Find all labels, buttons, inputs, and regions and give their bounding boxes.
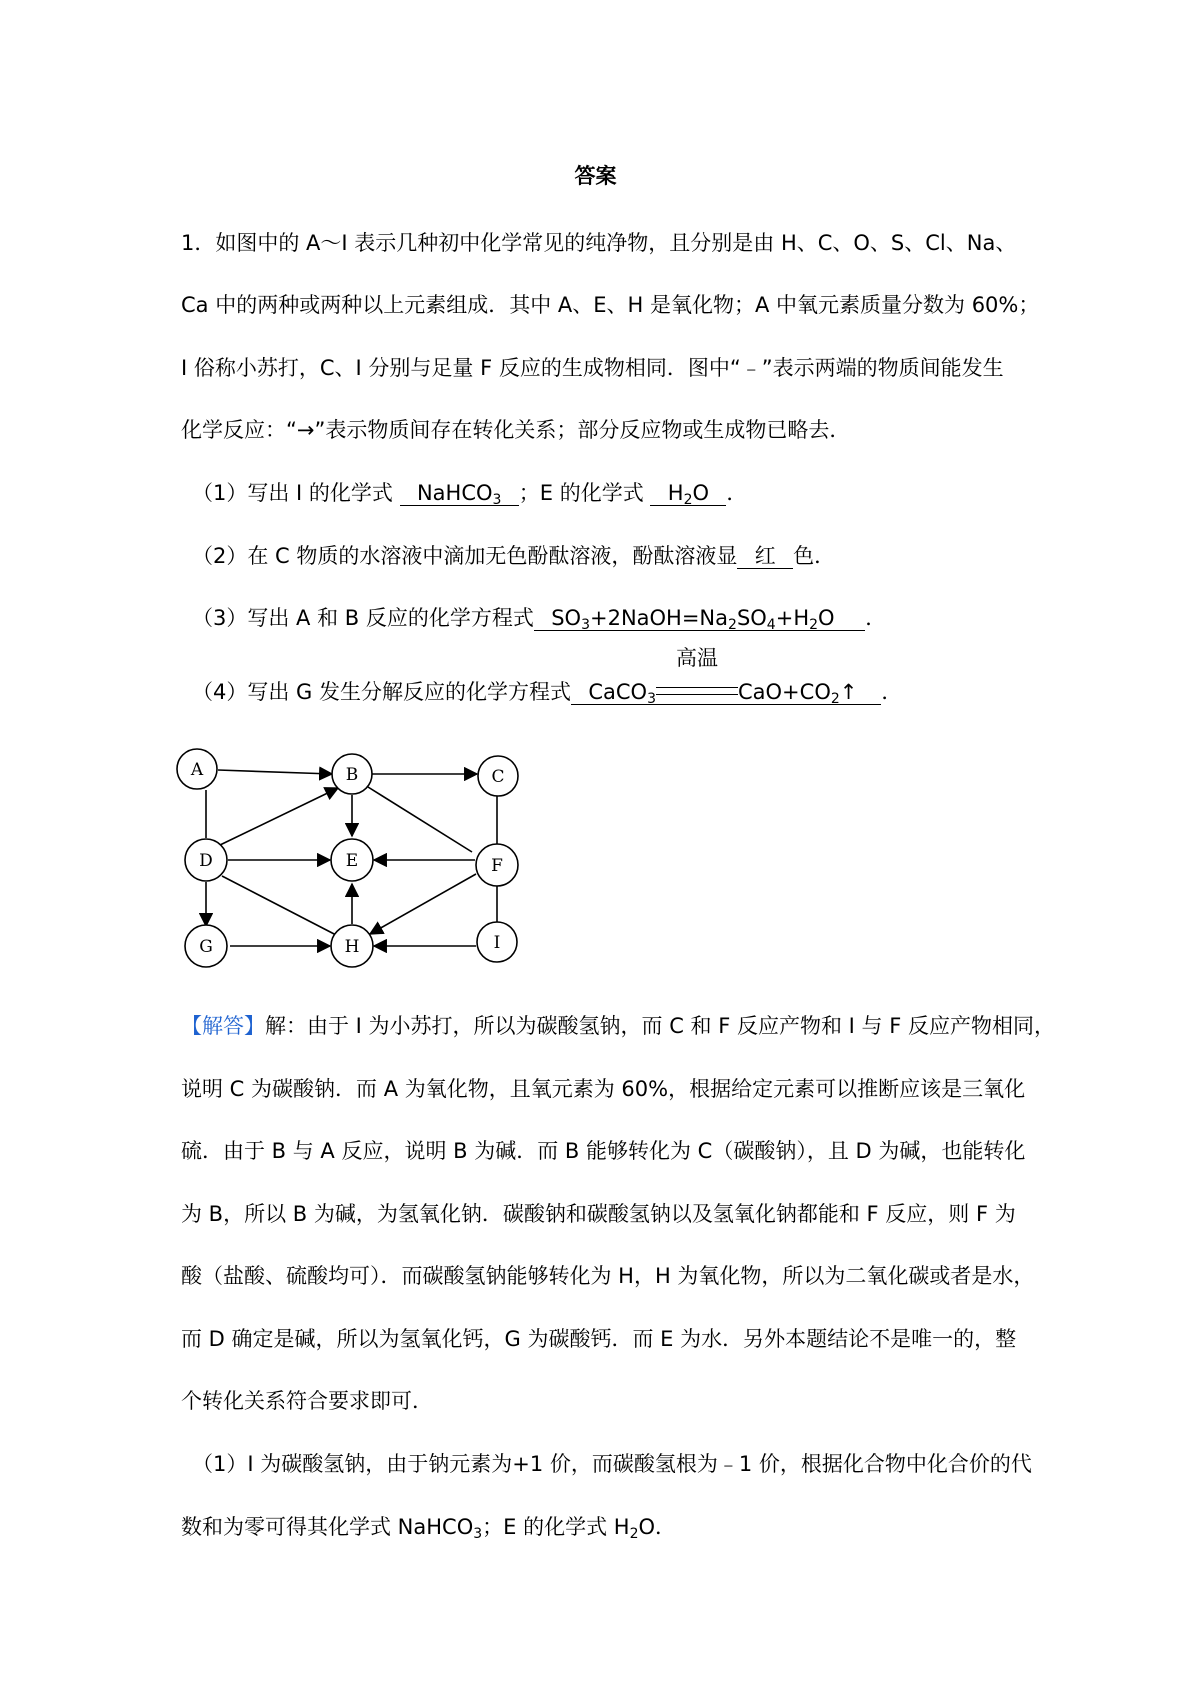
solution-label: 【解答】 xyxy=(181,1014,265,1038)
solution-part-1-line-2: 数和为零可得其化学式 NaHCO$_3$；E 的化学式 $H_2O$． xyxy=(181,1515,677,1542)
edge-b-f xyxy=(368,787,472,852)
solution-line-3: 硫．由于 B 与 A 反应，说明 B 为碱．而 B 能够转化为 C（碳酸钠），且 D 为碱，也能转化 xyxy=(181,1139,1026,1163)
answer-blank-equation-4: CaCO$_3$ 高温 $CaO+CO_2↑$ xyxy=(571,680,881,705)
question-2: （2）在 C 物质的水溶液中滴加无色酚酞溶液，酚酞溶液显 红 色． xyxy=(192,544,836,568)
solution-line-5: 酸（盐酸、硫酸均可）．而碳酸氢钠能够转化为 H，H 为氧化物，所以为二氧化碳或者是水， xyxy=(181,1264,1035,1288)
solution-line-7: 个转化关系符合要求即可． xyxy=(181,1389,433,1413)
edge-d-h xyxy=(222,876,338,936)
node-label-f: F xyxy=(491,856,503,876)
reaction-condition: 高温 xyxy=(656,680,738,704)
question-1: （1）写出 I 的化学式 NaHCO$_3$ ；E 的化学式 $H_2O$ ． xyxy=(192,481,748,508)
reaction-diagram xyxy=(170,740,540,1000)
edge-d-b xyxy=(220,788,338,845)
intro-line-2: Ca 中的两种或两种以上元素组成．其中 A、E、H 是氧化物；A 中氧元素质量分数为 60%； xyxy=(181,293,1040,317)
node-label-g: G xyxy=(199,937,213,957)
answer-blank-e-formula: $H_2O$ xyxy=(650,481,726,506)
intro-line-4: 化学反应：“→”表示物质间存在转化关系；部分反应物或生成物已略去． xyxy=(181,418,851,442)
node-label-a: A xyxy=(190,760,204,780)
page-heading: 答案 xyxy=(574,164,617,188)
node-label-h: H xyxy=(344,937,360,957)
solution-line-4: 为 B，所以 B 为碱，为氢氧化钠．碳酸钠和碳酸氢钠以及氢氧化钠都能和 F 反应，则 F 为 xyxy=(181,1202,1016,1226)
edge-f-h xyxy=(370,874,476,934)
answer-blank-i-formula: NaHCO$_3$ xyxy=(400,481,519,506)
node-label-c: C xyxy=(491,767,505,787)
answer-blank-color: 红 xyxy=(737,544,793,569)
solution-line-6: 而 D 确定是碱，所以为氢氧化钙，G 为碳酸钙．而 E 为水．另外本题结论不是唯一的，整 xyxy=(181,1327,1017,1351)
node-label-e: E xyxy=(345,851,359,871)
question-4: （4）写出 G 发生分解反应的化学方程式 CaCO$_3$ 高温 $CaO+CO_2↑$ ． xyxy=(192,646,903,707)
edge-a-b xyxy=(218,770,332,774)
solution-line-2: 说明 C 为碳酸钠．而 A 为氧化物，且氧元素为 60%，根据给定元素可以推断应该是三氧化 xyxy=(181,1077,1026,1101)
intro-line-3: I 俗称小苏打，C、I 分别与足量 F 反应的生成物相同．图中“﹣”表示两端的物质间能发生 xyxy=(181,356,1004,380)
node-label-b: B xyxy=(345,765,359,785)
node-label-i: I xyxy=(493,933,501,953)
solution-part-1-line-1: （1）I 为碳酸氢钠，由于钠元素为+1 价，而碳酸氢根为﹣1 价，根据化合物中化合价的代 xyxy=(192,1452,1032,1476)
question-3: （3）写出 A 和 B 反应的化学方程式 $SO_3+2NaOH=Na_2SO_4+H_2O$ ． xyxy=(192,606,887,633)
node-label-d: D xyxy=(199,851,213,871)
answer-blank-equation-3: $SO_3+2NaOH=Na_2SO_4+H_2O$ xyxy=(534,606,865,631)
intro-line-1: 1．如图中的 A～I 表示几种初中化学常见的纯净物，且分别是由 H、C、O、S、Cl、Na、 xyxy=(181,231,1017,255)
solution-line-1: 【解答】解：由于 I 为小苏打，所以为碳酸氢钠，而 C 和 F 反应产物和 I 与 F 反应产物相同， xyxy=(181,1014,1055,1038)
